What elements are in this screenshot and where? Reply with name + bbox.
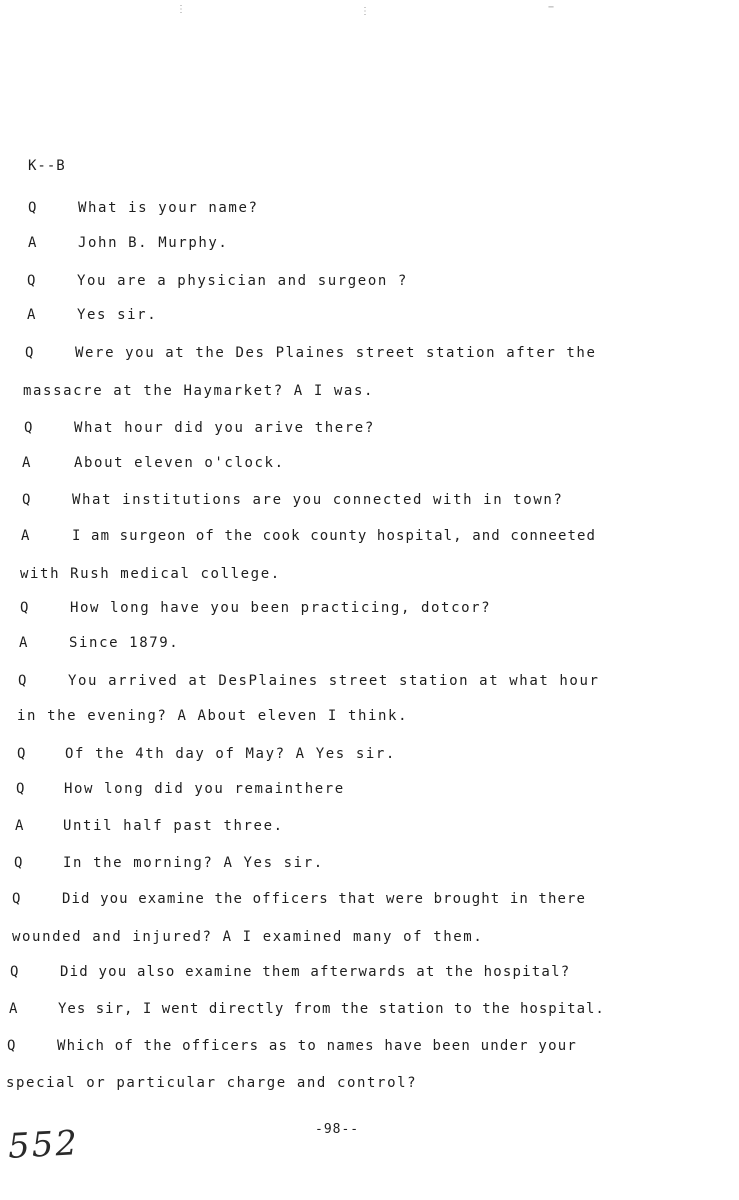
speaker-mark: Q [10, 964, 21, 980]
transcript-line: massacre at the Haymarket? A I was. [23, 383, 375, 399]
transcript-line: Yes sir, I went directly from the station to the hospital. [58, 1001, 605, 1017]
transcript-line: Until half past three. [63, 818, 284, 834]
transcript-line: John B. Murphy. [78, 235, 229, 251]
transcript-line: You arrived at DesPlaines street station at what hour [68, 673, 600, 689]
transcript-line: I am surgeon of the cook county hospital, and conneeted [72, 528, 597, 544]
transcript-line: Yes sir. [77, 307, 158, 323]
speaker-mark: A [22, 455, 33, 471]
transcript-line: How long have you been practicing, dotcor? [70, 600, 492, 616]
speaker-mark: A [21, 528, 32, 544]
transcript-line: You are a physician and surgeon ? [77, 273, 408, 289]
transcript-line: Since 1879. [69, 635, 180, 651]
transcript-line: What is your name? [78, 200, 259, 216]
speaker-mark: Q [27, 273, 38, 289]
speaker-mark: Q [12, 891, 23, 907]
speaker-mark: Q [22, 492, 33, 508]
speaker-mark: A [27, 307, 38, 323]
speaker-mark: Q [25, 345, 36, 361]
transcript-line: In the morning? A Yes sir. [63, 855, 324, 871]
transcript-line: What institutions are you connected with in town? [72, 492, 564, 508]
speaker-mark: A [9, 1001, 20, 1017]
transcript-line: What hour did you arive there? [74, 420, 375, 436]
speaker-mark: Q [17, 746, 28, 762]
transcript-line: special or particular charge and control? [6, 1075, 418, 1091]
transcript-line: About eleven o'clock. [74, 455, 285, 471]
transcript-line: Did you also examine them afterwards at the hospital? [60, 964, 571, 980]
speaker-mark: Q [16, 781, 27, 797]
transcript-line: Which of the officers as to names have been under your [57, 1038, 577, 1054]
speaker-mark: Q [28, 200, 39, 216]
speck: − [548, 2, 555, 13]
transcript-line: Were you at the Des Plaines street station after the [75, 345, 597, 361]
transcript-line: Did you examine the officers that were brought in there [62, 891, 587, 907]
transcript-line: in the evening? A About eleven I think. [17, 708, 409, 724]
page-number: -98-- [315, 1122, 360, 1137]
transcript-line: wounded and injured? A I examined many of them. [12, 929, 484, 945]
speaker-mark: A [15, 818, 26, 834]
speaker-mark: Q [7, 1038, 18, 1054]
speaker-mark: Q [20, 600, 31, 616]
speaker-mark: Q [14, 855, 25, 871]
speck: ⋮ [360, 6, 370, 17]
handwritten-page-note: 552 [7, 1123, 80, 1167]
speaker-mark: Q [18, 673, 29, 689]
section-id: K--B [28, 158, 66, 174]
speaker-mark: A [28, 235, 39, 251]
transcript-line: Of the 4th day of May? A Yes sir. [65, 746, 396, 762]
speaker-mark: A [19, 635, 30, 651]
speck: ⋮ [176, 4, 186, 15]
speaker-mark: Q [24, 420, 35, 436]
transcript-line: with Rush medical college. [20, 566, 281, 582]
transcript-line: How long did you remainthere [64, 781, 345, 797]
